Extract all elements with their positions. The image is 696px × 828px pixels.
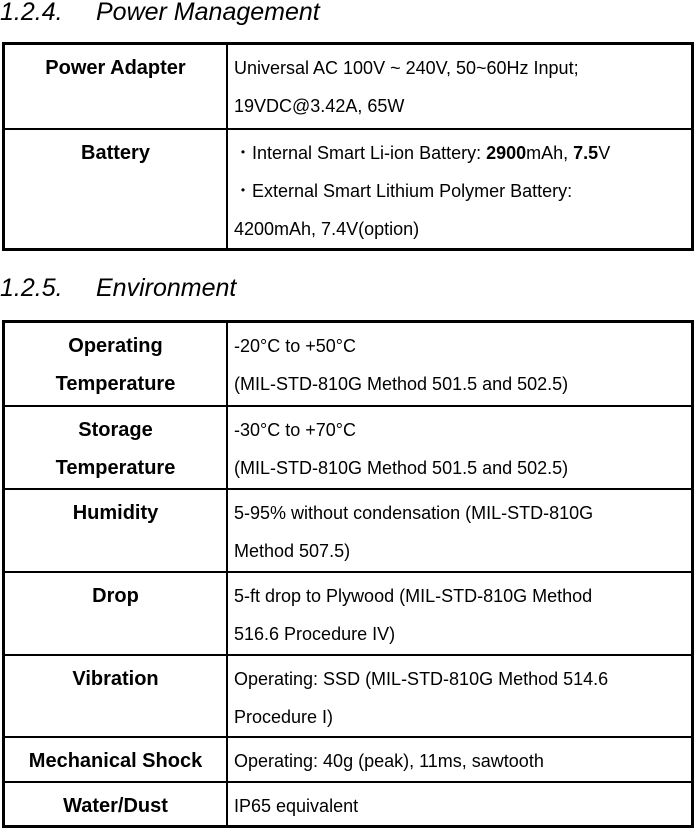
row-value (227, 322, 693, 406)
value-line: 5-ft drop to Plywood (MIL-STD-810G Method (234, 585, 593, 606)
value-line: Operating: 40g (peak), 11ms, sawtooth (234, 750, 544, 771)
section-heading-power-management (0, 0, 320, 26)
row-label: Water/Dust (4, 782, 228, 827)
value-line: 516.6 Procedure IV) (234, 623, 396, 644)
row-label: Vibration (4, 655, 228, 737)
section-heading-environment (0, 274, 236, 302)
row-value (227, 489, 693, 572)
value-line: (MIL-STD-810G Method 501.5 and 502.5) (234, 374, 569, 394)
voltage-unit: V (598, 142, 611, 163)
battery-capacity: 2900 (486, 142, 527, 163)
table-row-drop (4, 572, 693, 655)
table-row-humidity (4, 489, 693, 572)
table-row-power-adapter (4, 44, 693, 129)
section-number: 1.2.4. (0, 0, 63, 26)
row-label (4, 322, 228, 406)
value-line: Procedure I) (234, 706, 334, 727)
table-row-storage-temperature (4, 406, 693, 489)
table-row-battery (4, 129, 693, 250)
value-line-external-battery (234, 172, 691, 210)
value-line: 19VDC@3.42A, 65W (234, 96, 405, 116)
row-value (227, 406, 693, 489)
value-line: Method 507.5) (234, 540, 351, 561)
label-line: Operating (68, 335, 163, 357)
label-line: Temperature (55, 456, 176, 479)
battery-voltage: 7.5 (573, 142, 599, 163)
table-row-operating-temperature (4, 322, 693, 406)
capacity-unit: mAh, (526, 142, 574, 163)
table-row-mechanical-shock (4, 737, 693, 782)
row-label (4, 406, 228, 489)
power-management-table (2, 42, 694, 251)
value-line-internal-battery (234, 134, 691, 172)
table-row-vibration (4, 655, 693, 737)
value-line: (MIL-STD-810G Method 501.5 and 502.5) (234, 457, 569, 478)
section-title: Power Management (96, 0, 320, 26)
value-line: -30°C to +70°C (234, 419, 356, 440)
row-label: Mechanical Shock (4, 737, 228, 782)
value-line: 5-95% without condensation (MIL-STD-810G (234, 502, 594, 523)
value-line: Operating: SSD (MIL-STD-810G Method 514.6 (234, 668, 609, 689)
row-value (227, 572, 693, 655)
table-row-water-dust (4, 782, 693, 827)
section-title: Environment (96, 274, 237, 302)
row-label: Drop (4, 572, 228, 655)
section-number: 1.2.5. (0, 274, 63, 302)
environment-table (2, 320, 694, 828)
row-value (227, 737, 693, 782)
row-value (227, 782, 693, 827)
value-line: Universal AC 100V ~ 240V, 50~60Hz Input; (234, 58, 579, 78)
row-value (227, 655, 693, 737)
row-label: Humidity (4, 489, 228, 572)
label-line: Storage (78, 418, 153, 441)
value-line: -20°C to +50°C (234, 336, 356, 356)
external-battery-text: External Smart Lithium Polymer Battery: (252, 180, 573, 201)
value-line: IP65 equivalent (234, 795, 359, 816)
label-line: Temperature (55, 373, 176, 395)
row-value (227, 129, 693, 250)
bullet-icon: ・ (234, 142, 252, 163)
internal-battery-prefix: Internal Smart Li-ion Battery: (252, 142, 487, 163)
bullet-icon: ・ (234, 180, 252, 201)
value-line: 4200mAh, 7.4V(option) (234, 218, 420, 239)
row-value (227, 44, 693, 129)
row-label: Power Adapter (4, 44, 228, 129)
row-label: Battery (4, 129, 228, 250)
